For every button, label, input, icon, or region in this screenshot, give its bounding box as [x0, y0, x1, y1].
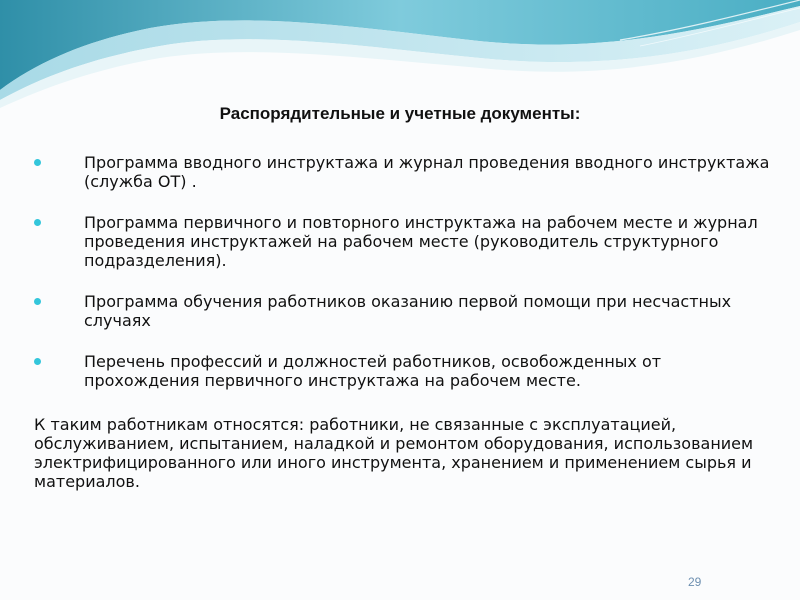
- list-item: [34, 213, 774, 270]
- bullet-dot-icon: [34, 159, 41, 166]
- list-item: [34, 352, 774, 390]
- bullet-text: Программа первичного и повторного инструктажа на рабочем месте и журнал проведения инструктажей на рабочем месте (руководитель структурного подразделения).: [84, 213, 758, 270]
- header-wave-decoration: [0, 0, 800, 110]
- bullet-dot-icon: [34, 219, 41, 226]
- bullet-text: Программа вводного инструктажа и журнал проведения вводного инструктажа (служба ОТ) .: [84, 153, 770, 191]
- note-paragraph: К таким работникам относятся: работники, не связанные с эксплуатацией, обслуживанием, испытанием, наладкой и ремонтом оборудования, использованием электрифицированного или иного инструмента, хранением и применением сырья и материалов.: [34, 415, 754, 491]
- list-item: [34, 292, 774, 330]
- slide-title: Распорядительные и учетные документы:: [219, 104, 581, 123]
- bullet-dot-icon: [34, 358, 41, 365]
- list-item: [34, 153, 774, 191]
- page-number: 29: [688, 575, 702, 589]
- bullet-text: Программа обучения работников оказанию первой помощи при несчастных случаях: [84, 292, 732, 330]
- bullet-dot-icon: [34, 298, 41, 305]
- bullet-list: [34, 153, 774, 412]
- bullet-text: Перечень профессий и должностей работников, освобожденных от прохождения первичного инструктажа на рабочем месте.: [84, 352, 662, 390]
